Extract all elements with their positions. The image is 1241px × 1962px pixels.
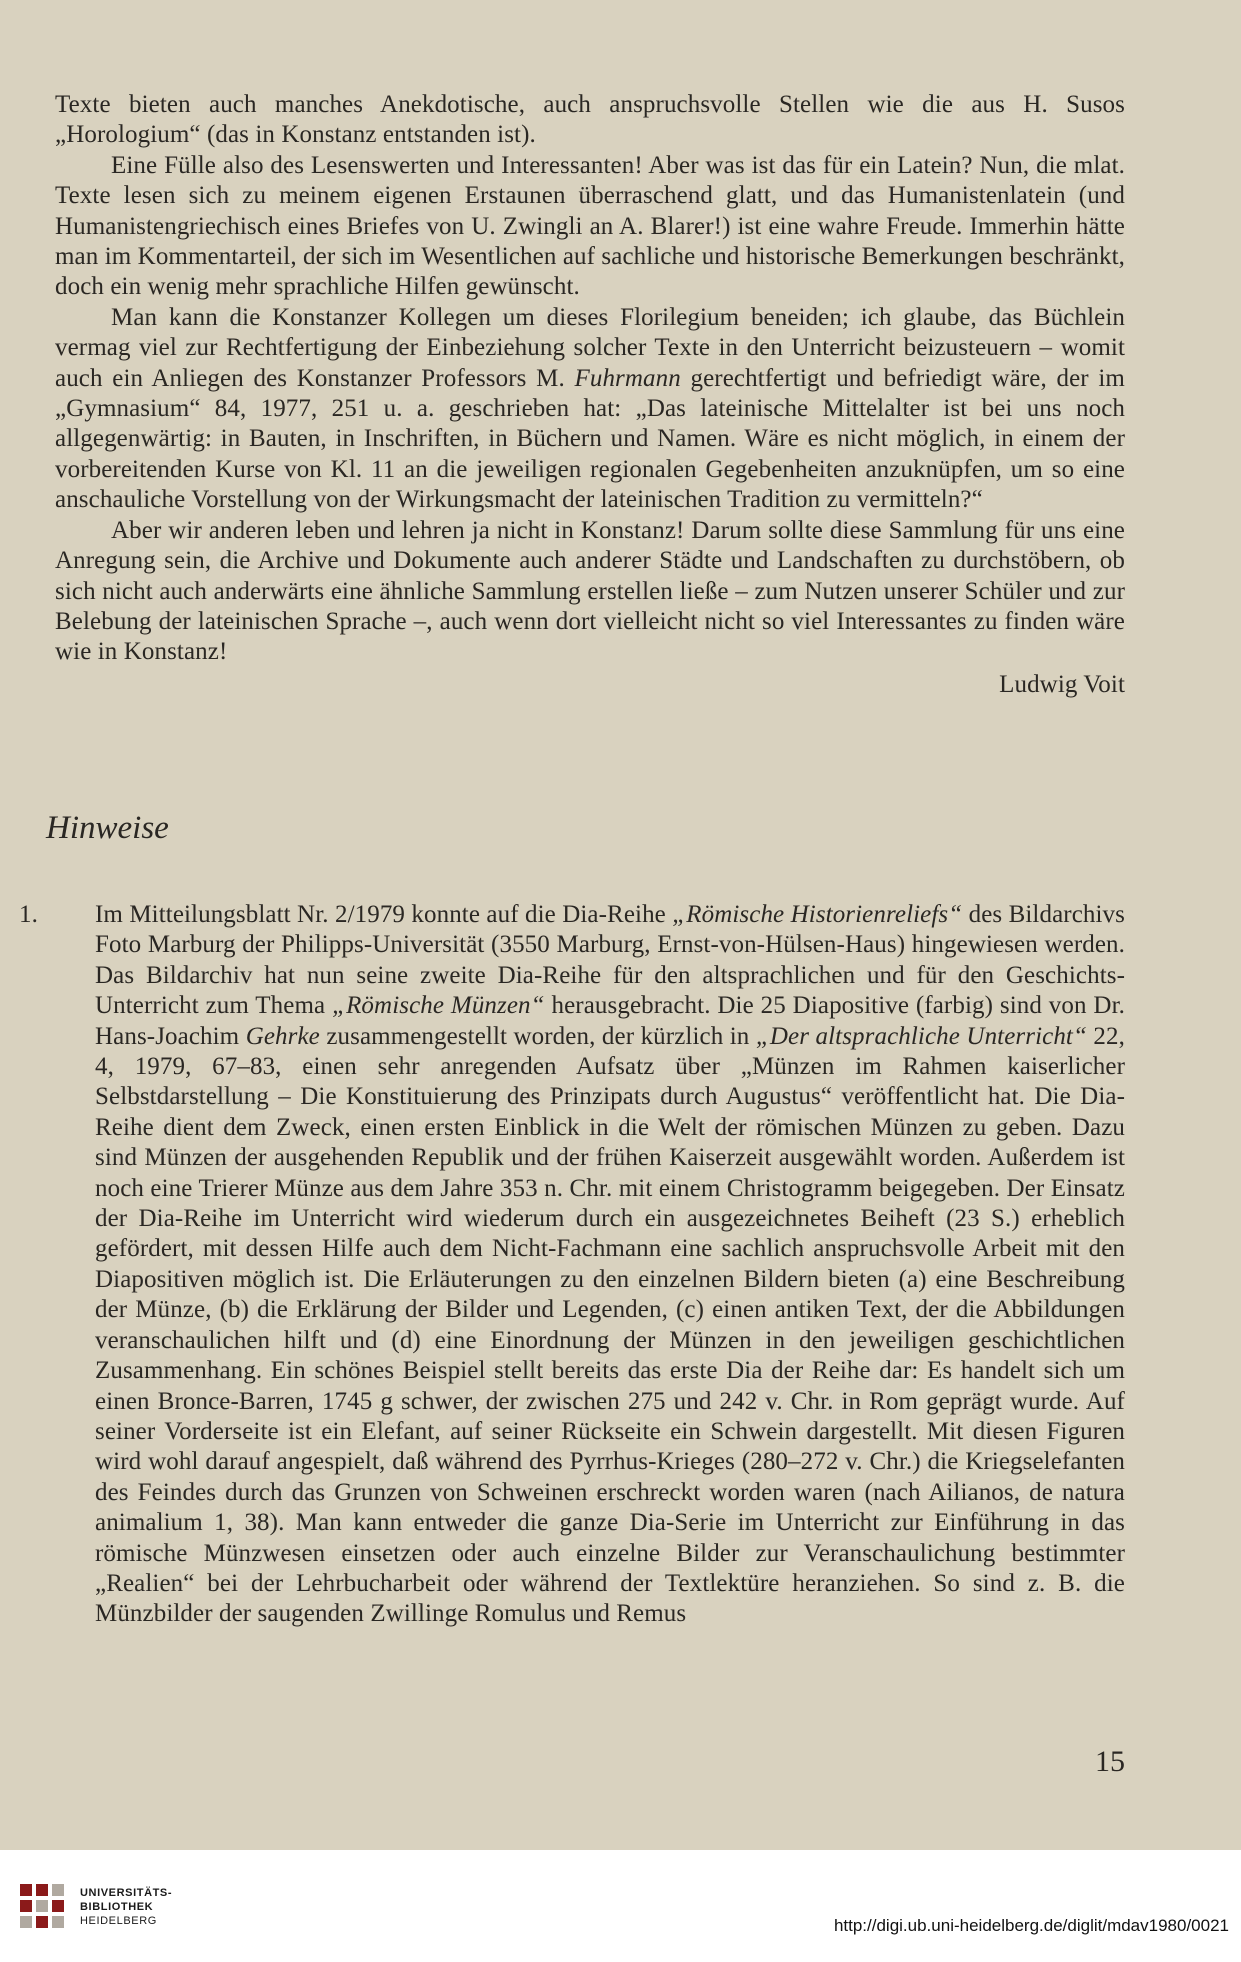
library-name-line: BIBLIOTHEK [80,1901,154,1913]
signature: Ludwig Voit [999,670,1125,698]
permalink-url[interactable]: http://digi.ub.uni-heidelberg.de/diglit/mdav1980/0021 [833,1916,1229,1935]
library-name-line: HEIDELBERG [80,1915,157,1927]
paragraph: Eine Fülle also des Lesenswerten und Interessanten! Aber was ist das für ein Latein? Nun, die mlat. Texte lesen sich zu meinem eigenen Erstaunen überraschend glatt, und das Humanistenlatein (und Humanistengriechisch eines Briefes von U. Zwingli an A. Blarer!) ist eine wahre Freude. Immerhin hätte man im Kommentarteil, der sich im Wesentlichen auf sachliche und historische Bemerkungen beschränkt, doch ein wenig mehr sprachliche Hilfen gewünscht. [55,151,1125,301]
list-item-number: 1. [19,901,38,928]
title-italic: „Römische Münzen“ [332,992,545,1020]
title-italic: „Römische Historienreliefs“ [672,901,963,928]
paragraph [55,303,1125,516]
notes-list [19,900,1125,1630]
text-run: herausgebracht. Die 25 Diapositive (farbig) sind von Dr. Hans-Joachim [95,992,1125,1050]
paragraph: Texte bieten auch manches Anekdotische, auch anspruchsvolle Stellen wie die aus H. Susos „Horologium“ (das in Konstanz entstanden ist). [55,91,1125,149]
author-name: Fuhrmann [574,364,681,392]
text-run: Im Mitteilungsblatt Nr. 2/1979 konnte auf die Dia-Reihe [95,901,673,928]
journal-title: „Der altsprachliche Unterricht“ [755,1022,1087,1050]
library-name-line: UNIVERSITÄTS- [80,1887,173,1899]
section-heading: Hinweise [46,810,169,846]
text-run: 22, 4, 1979, 67–83, einen sehr anregenden Aufsatz über „Münzen im Rahmen kaiserlicher Selbstdarstellung – Die Konstituierung des Prinzipats durch Augustus“ veröffentlicht hat. Die Dia-Reihe dient dem Zweck, einen ersten Einblick in die Welt der römischen Münzen zu geben. Dazu sind Münzen der ausgehenden Republik und der frühen Kaiserzeit ausgewählt worden. Außerdem ist noch eine Trierer Münze aus dem Jahre 353 n. Chr. mit einem Christogramm beigegeben. Der Einsatz der Dia-Reihe im Unterricht wird wiederum durch ein ausgezeichnetes Beiheft (23 S.) erheblich gefördert, mit dessen Hilfe auch dem Nicht-Fachmann eine sachlich anspruchsvolle Arbeit mit den Diapositiven möglich ist. Die Erläuterungen zu den einzelnen Bildern bieten (a) eine Beschreibung der Münze, (b) die Erklärung der Bilder und Legenden, (c) einen antiken Text, der die Abbildungen veranschaulichen hilft und (d) eine Einordnung der Münzen in den jeweiligen geschichtlichen Zusammenhang. Ein schönes Beispiel stellt bereits das erste Dia der Reihe dar: Es handelt sich um einen Bronce-Barren, 1745 g schwer, der zwischen 275 und 242 v. Chr. in Rom geprägt wurde. Auf seiner Vorderseite ist ein Elefant, auf seiner Rückseite ein Schwein dargestellt. Mit diesen Figuren wird wohl darauf angespielt, daß während des Pyrrhus-Krieges (280–272 v. Chr.) die Kriegselefanten des Feindes durch das Grunzen von Schweinen erschreckt worden waren (nach Ailianos, de natura animalium 1, 38). Man kann entweder die ganze Dia-Serie im Unterricht zur Einführung in das römische Münzwesen einsetzen oder auch einzelne Bilder zur Veranschaulichung bestimmter „Realien“ bei der Lehrbucharbeit oder während der Textlektüre heranziehen. So sind z. B. die Münzbilder der saugenden Zwillinge Romulus und Remus [95,1022,1125,1628]
paragraph: Aber wir anderen leben und lehren ja nicht in Konstanz! Darum sollte diese Sammlung für uns eine Anregung sein, die Archive und Dokumente auch anderer Städte und Landschaften zu durchstöbern, ob sich nicht auch anderwärts eine ähnliche Sammlung erstellen ließe – zum Nutzen unserer Schüler und zur Belebung der lateinischen Sprache –, auch wenn dort vielleicht nicht so viel Interessantes zu finden wäre wie in Konstanz! [55,516,1125,666]
author-name: Gehrke [245,1022,320,1050]
library-name [80,1886,172,1928]
text-run: zusammengestellt worden, der kürzlich in [319,1022,756,1050]
university-library-logo-icon [12,1874,72,1934]
text-run: gerechtfertigt und befriedigt wäre, der im „Gymnasium“ 84, 1977, 251 u. a. geschrieben hat: „Das lateinische Mittelalter ist bei uns noch allgegenwärtig: in Bauten, in Inschriften, in Büchern und Namen. Wäre es nicht möglich, in einem der vorbereitenden Kurse von Kl. 11 an die jeweiligen regionalen Gegebenheiten anzuknüpfen, um so eine anschauliche Vorstellung von der Wirkungsmacht der lateinischen Tradition zu vermitteln?“ [55,364,1125,514]
page-number: 15 [1095,1745,1125,1778]
text-run: des Bildarchivs Foto Marburg der Philipps-Universität (3550 Marburg, Ernst-von-Hülsen-Haus) hingewiesen werden. Das Bildarchiv hat nun seine zweite Dia-Reihe für den altsprachlichen und für den Geschichts-Unterricht zum Thema [95,901,1125,1020]
list-item [19,900,1125,1630]
text-run: Man kann die Konstanzer Kollegen um dieses Florilegium beneiden; ich glaube, das Büchlein vermag viel zur Rechtfertigung der Einbeziehung solcher Texte in den Unterricht beizusteuern – womit auch ein Anliegen des Konstanzer Professors M. [55,303,1125,392]
review-text-block [55,90,1125,700]
footer-bar [0,1850,1241,1962]
